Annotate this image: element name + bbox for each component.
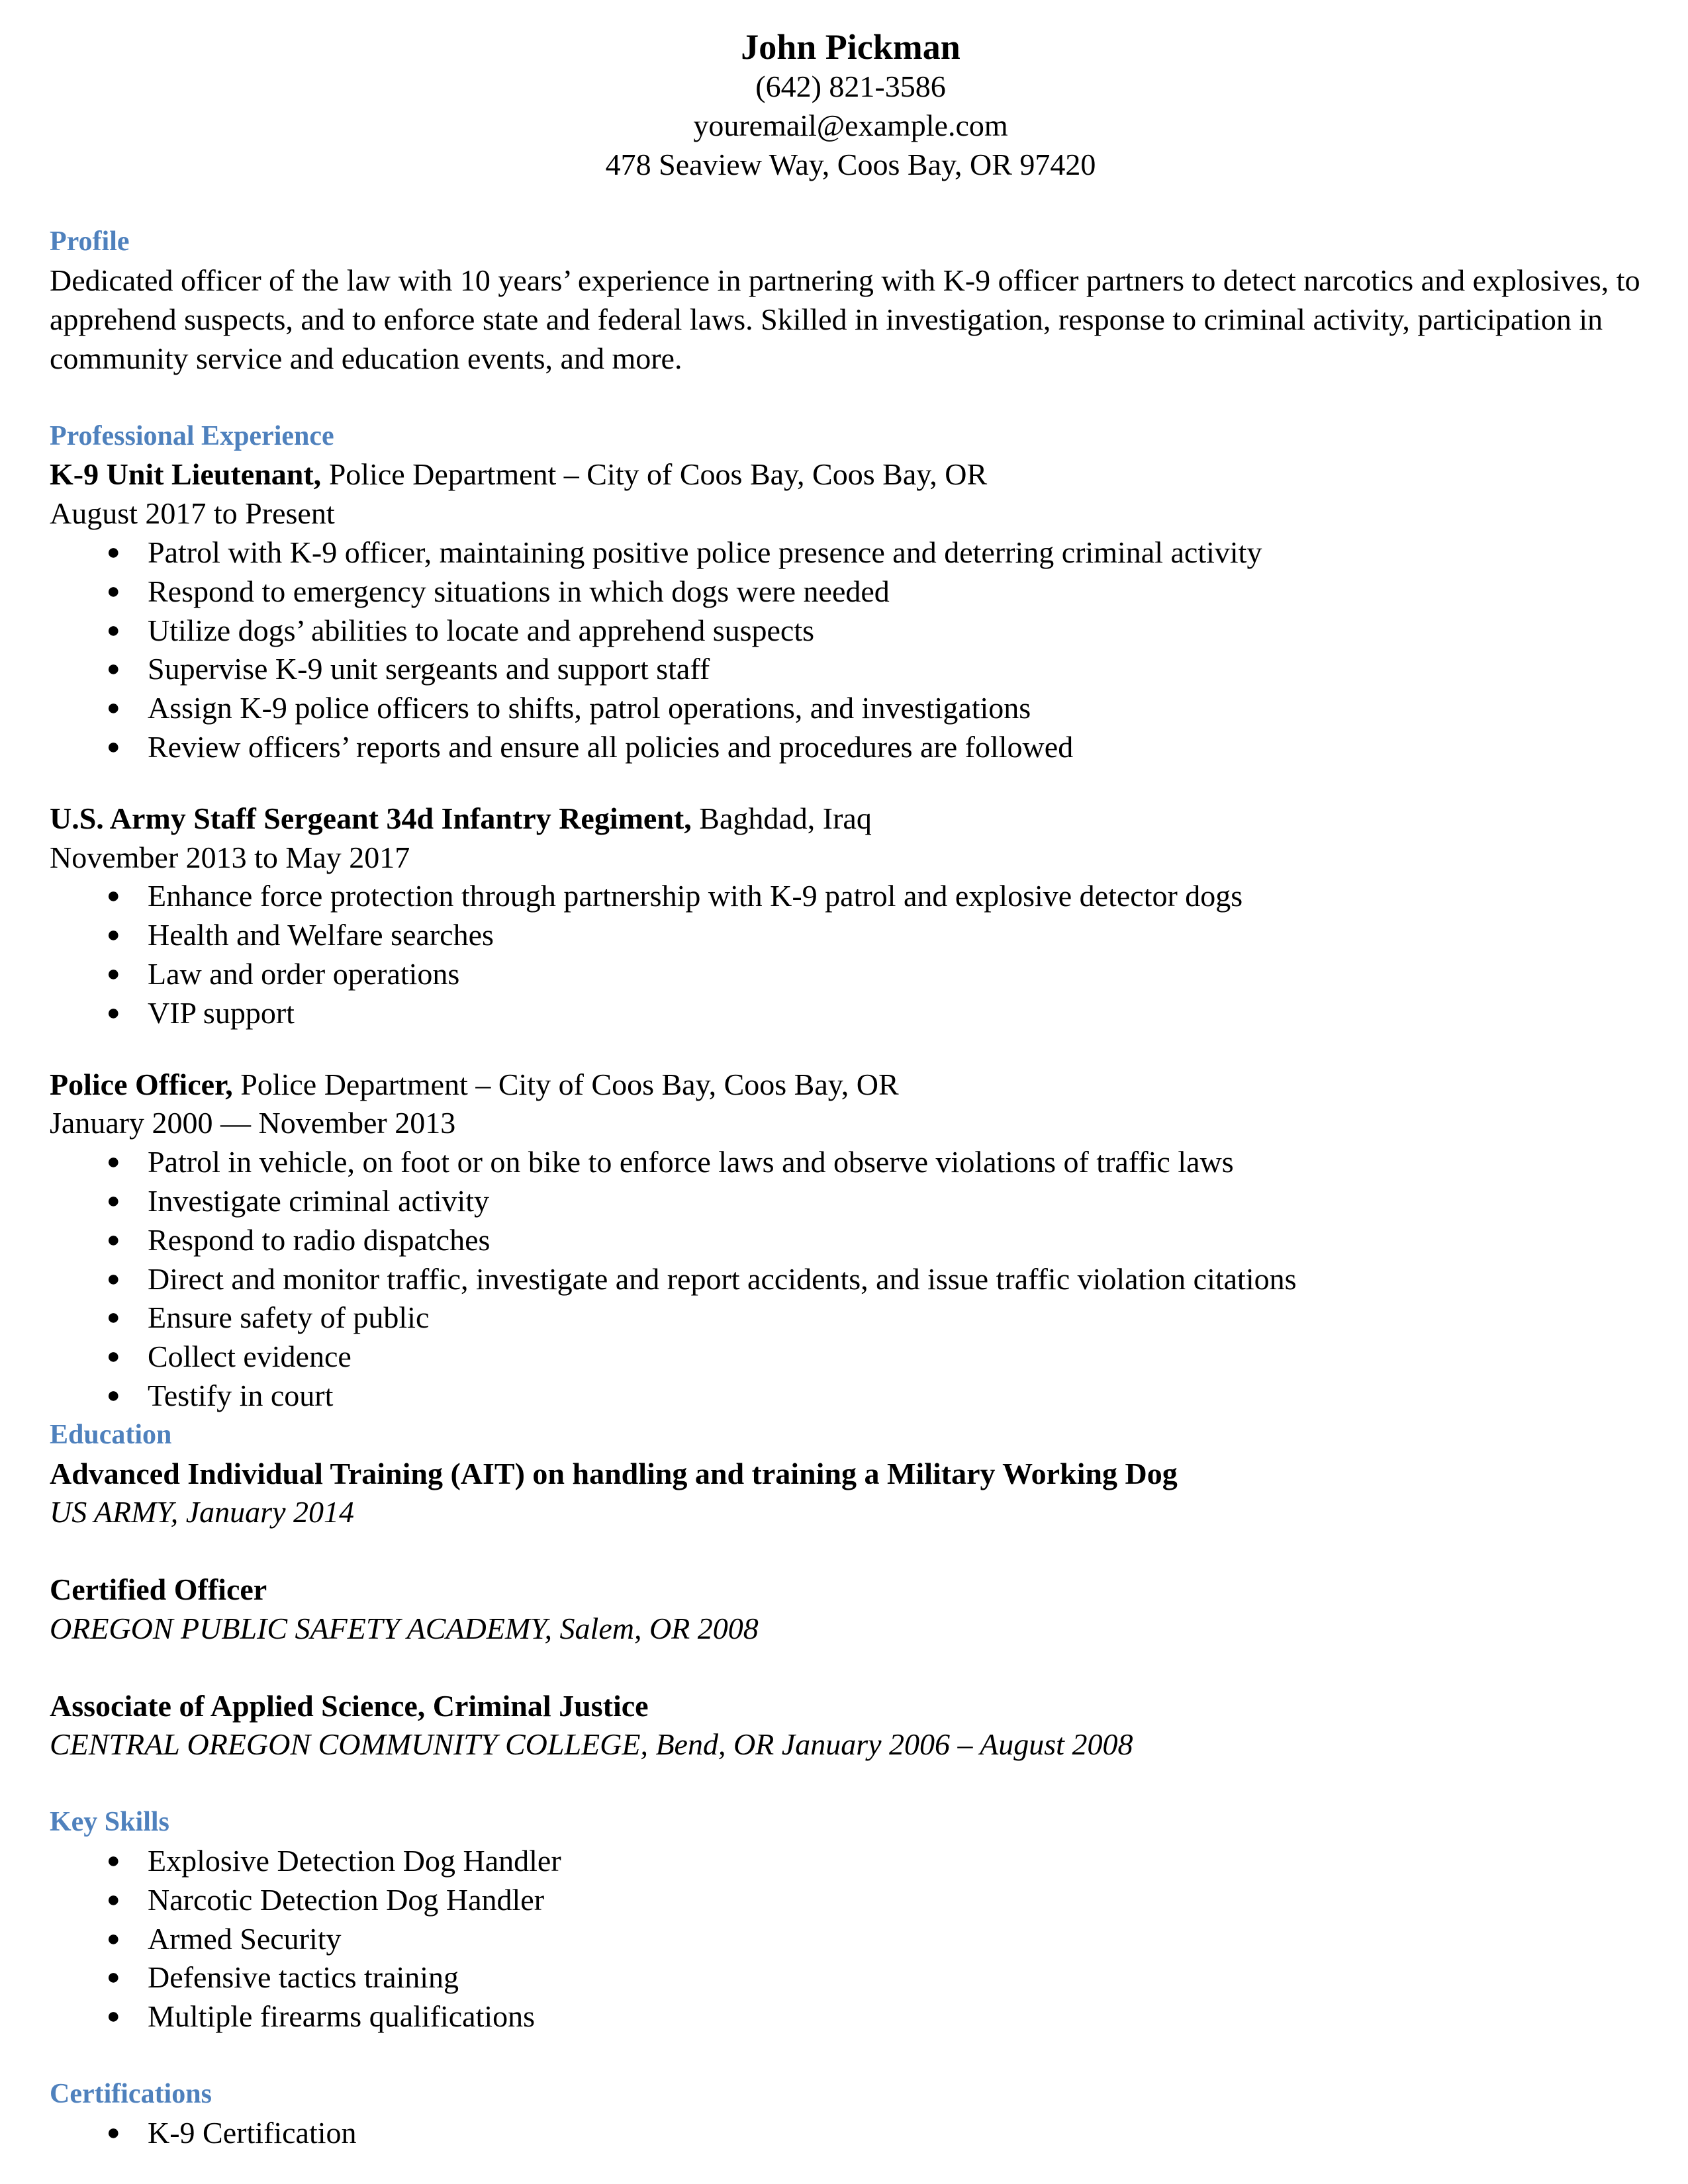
list-item bbox=[50, 689, 1652, 728]
job-title: U.S. Army Staff Sergeant 34d Infantry Regiment, bbox=[50, 801, 692, 835]
duty-text: Assign K-9 police officers to shifts, patrol operations, and investigations bbox=[148, 691, 1031, 725]
bullet-icon: ● bbox=[107, 1305, 120, 1330]
list-item bbox=[50, 728, 1652, 767]
profile-summary: Dedicated officer of the law with 10 years’ experience in partnering with K-9 officer partners to detect narcotics and explosives, to apprehend suspects, and to enforce state and federal laws. Skilled in investigation, response to criminal activity, participation in community service and education events, and more. bbox=[50, 263, 1640, 375]
section-heading-experience: Professional Experience bbox=[50, 420, 334, 451]
duty-text: VIP support bbox=[148, 995, 295, 1030]
bullet-icon: ● bbox=[107, 1266, 120, 1291]
education-detail: CENTRAL OREGON COMMUNITY COLLEGE, Bend, OR January 2006 – August 2008 bbox=[50, 1727, 1133, 1762]
bullet-icon: ● bbox=[107, 1000, 120, 1025]
list-item bbox=[50, 994, 1652, 1033]
education-title: Certified Officer bbox=[50, 1572, 267, 1607]
education-detail: OREGON PUBLIC SAFETY ACADEMY, Salem, OR 2008 bbox=[50, 1611, 759, 1645]
email-address: youremail@example.com bbox=[693, 108, 1008, 142]
job-title-line bbox=[50, 1066, 1652, 1105]
bullet-icon: ● bbox=[107, 1150, 120, 1175]
list-item bbox=[50, 650, 1652, 689]
list-item bbox=[50, 877, 1652, 916]
duty-text: Investigate criminal activity bbox=[148, 1183, 490, 1218]
skill-text: Multiple firearms qualifications bbox=[148, 1999, 536, 2034]
bullet-icon: ● bbox=[107, 884, 120, 909]
list-item bbox=[50, 1338, 1652, 1377]
bullet-icon: ● bbox=[107, 2004, 120, 2029]
job-duties-list bbox=[50, 533, 1652, 767]
bullet-icon: ● bbox=[107, 1344, 120, 1369]
bullet-icon: ● bbox=[107, 2120, 120, 2145]
job-duties-list bbox=[50, 877, 1652, 1032]
bullet-icon: ● bbox=[107, 1383, 120, 1408]
education-title: Associate of Applied Science, Criminal Justice bbox=[50, 1688, 649, 1723]
list-item bbox=[50, 612, 1652, 651]
list-item bbox=[50, 1958, 1652, 1997]
duty-text: Respond to emergency situations in which dogs were needed bbox=[148, 574, 890, 608]
duty-text: Ensure safety of public bbox=[148, 1300, 430, 1335]
bullet-icon: ● bbox=[107, 1188, 120, 1213]
skill-text: Armed Security bbox=[148, 1921, 342, 1956]
duty-text: Review officers’ reports and ensure all policies and procedures are followed bbox=[148, 729, 1074, 764]
bullet-icon: ● bbox=[107, 696, 120, 721]
certification-text: K-9 Certification bbox=[148, 2115, 357, 2150]
job-duties-list bbox=[50, 1143, 1652, 1416]
list-item bbox=[50, 533, 1652, 572]
candidate-name: John Pickman bbox=[741, 27, 961, 67]
certifications-list bbox=[50, 2114, 1652, 2153]
bullet-icon: ● bbox=[107, 1848, 120, 1874]
duty-text: Patrol with K-9 officer, maintaining positive police presence and deterring criminal activity bbox=[148, 535, 1262, 569]
list-item bbox=[50, 916, 1652, 955]
skill-text: Explosive Detection Dog Handler bbox=[148, 1844, 561, 1878]
list-item bbox=[50, 1298, 1652, 1338]
skill-text: Narcotic Detection Dog Handler bbox=[148, 1882, 545, 1917]
list-item bbox=[50, 1182, 1652, 1221]
duty-text: Patrol in vehicle, on foot or on bike to enforce laws and observe violations of traffic laws bbox=[148, 1145, 1234, 1179]
job-dates: August 2017 to Present bbox=[50, 496, 335, 531]
resume-header bbox=[50, 26, 1652, 184]
skills-section bbox=[50, 1803, 1652, 2036]
street-address: 478 Seaview Way, Coos Bay, OR 97420 bbox=[605, 147, 1096, 181]
bullet-icon: ● bbox=[107, 1887, 120, 1912]
skills-list bbox=[50, 1842, 1652, 2036]
list-item bbox=[50, 572, 1652, 612]
duty-text: Supervise K-9 unit sergeants and support staff bbox=[148, 652, 710, 686]
job-title: K-9 Unit Lieutenant, bbox=[50, 457, 322, 492]
duty-text: Direct and monitor traffic, investigate and report accidents, and issue traffic violation citations bbox=[148, 1261, 1297, 1296]
job-organization: Police Department – City of Coos Bay, Coos Bay, OR bbox=[232, 1067, 899, 1101]
list-item bbox=[50, 1260, 1652, 1299]
bullet-icon: ● bbox=[107, 578, 120, 604]
duty-text: Utilize dogs’ abilities to locate and apprehend suspects bbox=[148, 613, 815, 647]
education-entry bbox=[50, 1687, 1652, 1765]
education-detail: US ARMY, January 2014 bbox=[50, 1495, 354, 1529]
bullet-icon: ● bbox=[107, 961, 120, 986]
list-item bbox=[50, 1143, 1652, 1182]
bullet-icon: ● bbox=[107, 1965, 120, 1990]
job-title-line bbox=[50, 455, 1652, 494]
bullet-icon: ● bbox=[107, 539, 120, 565]
duty-text: Respond to radio dispatches bbox=[148, 1222, 491, 1257]
bullet-icon: ● bbox=[107, 1227, 120, 1252]
resume-page bbox=[50, 26, 1652, 2153]
certifications-section bbox=[50, 2075, 1652, 2153]
duty-text: Collect evidence bbox=[148, 1340, 352, 1374]
list-item bbox=[50, 1221, 1652, 1260]
job-organization: Baghdad, Iraq bbox=[691, 801, 872, 835]
experience-section bbox=[50, 417, 1652, 1416]
job-dates: November 2013 to May 2017 bbox=[50, 840, 410, 874]
section-heading-profile: Profile bbox=[50, 226, 130, 257]
list-item bbox=[50, 2114, 1652, 2153]
section-heading-certifications: Certifications bbox=[50, 2079, 212, 2110]
education-title: Advanced Individual Training (AIT) on handling and training a Military Working Dog bbox=[50, 1456, 1178, 1490]
duty-text: Law and order operations bbox=[148, 956, 460, 991]
section-heading-skills: Key Skills bbox=[50, 1807, 169, 1838]
bullet-icon: ● bbox=[107, 734, 120, 759]
education-entry bbox=[50, 1570, 1652, 1649]
job-dates: January 2000 — November 2013 bbox=[50, 1106, 456, 1140]
profile-section bbox=[50, 222, 1652, 378]
bullet-icon: ● bbox=[107, 923, 120, 948]
duty-text: Testify in court bbox=[148, 1378, 334, 1412]
education-section bbox=[50, 1416, 1652, 1765]
education-entry bbox=[50, 1455, 1652, 1533]
phone-number: (642) 821-3586 bbox=[755, 69, 946, 103]
job-title: Police Officer, bbox=[50, 1067, 233, 1101]
job-organization: Police Department – City of Coos Bay, Coos Bay, OR bbox=[321, 457, 988, 492]
bullet-icon: ● bbox=[107, 1926, 120, 1951]
list-item bbox=[50, 1842, 1652, 1881]
list-item bbox=[50, 1377, 1652, 1416]
job-entry bbox=[50, 455, 1652, 766]
bullet-icon: ● bbox=[107, 617, 120, 643]
list-item bbox=[50, 1920, 1652, 1959]
duty-text: Health and Welfare searches bbox=[148, 918, 494, 952]
bullet-icon: ● bbox=[107, 657, 120, 682]
section-heading-education: Education bbox=[50, 1419, 172, 1450]
skill-text: Defensive tactics training bbox=[148, 1960, 459, 1995]
list-item bbox=[50, 1997, 1652, 2036]
job-entry bbox=[50, 799, 1652, 1033]
job-title-line bbox=[50, 799, 1652, 839]
list-item bbox=[50, 955, 1652, 994]
duty-text: Enhance force protection through partnership with K-9 patrol and explosive detector dogs bbox=[148, 879, 1243, 913]
job-entry bbox=[50, 1066, 1652, 1416]
list-item bbox=[50, 1881, 1652, 1920]
